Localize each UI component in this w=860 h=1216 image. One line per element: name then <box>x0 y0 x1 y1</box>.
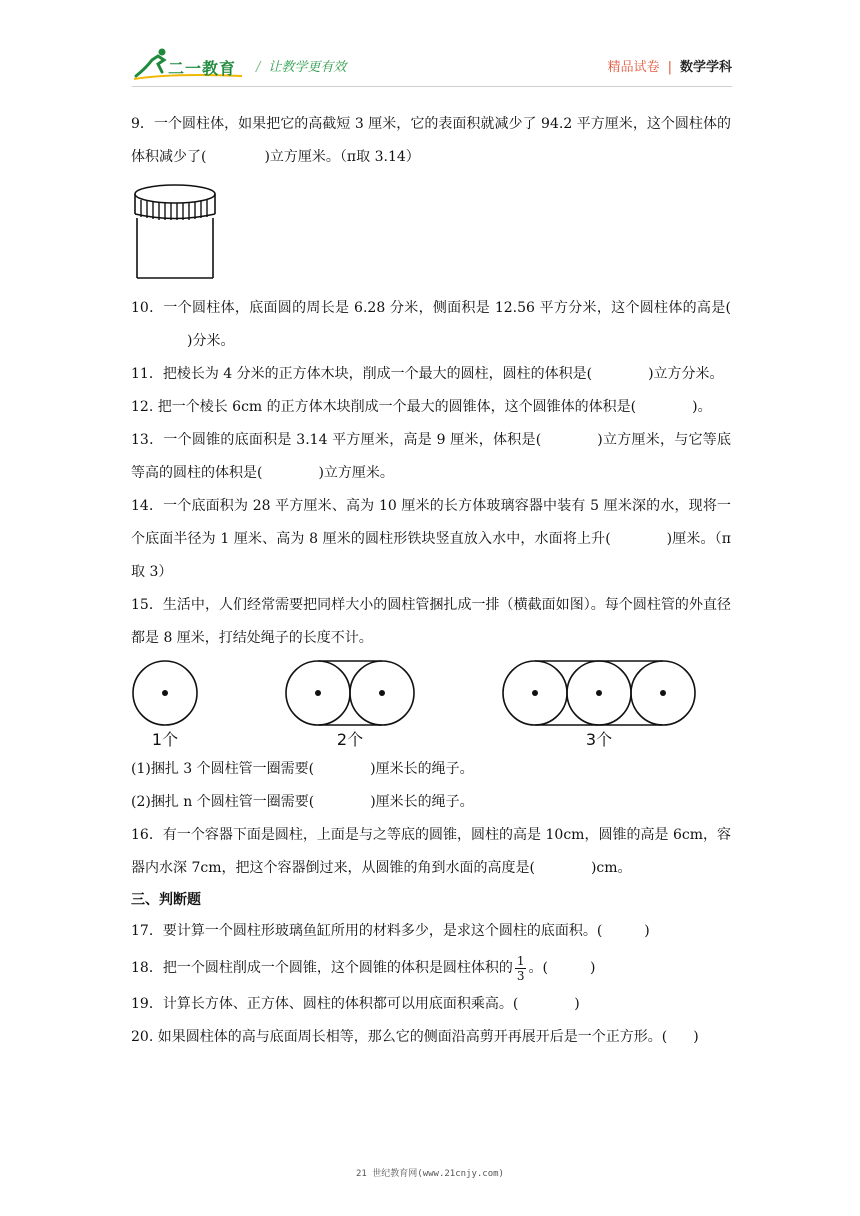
question-13: 13．一个圆锥的底面积是 3.14 平方厘米，高是 9 厘米，体积是( )立方厘米，与它等底等高的圆柱的体积是( )立方厘米。 <box>131 432 731 481</box>
question-20: 20. 如果圆柱体的高与底面周长相等，那么它的侧面沿高剪开再展开后是一个正方形。( ) <box>131 1029 699 1045</box>
bundled-pipes-figure <box>131 657 731 753</box>
tag-premium: 精品试卷 <box>607 60 660 75</box>
question-14: 14．一个底面积为 28 平方厘米、高为 10 厘米的长方体玻璃容器中装有 5 厘米深的水，现将一个底面半径为 1 厘米、高为 8 厘米的圆柱形铁块竖直放入水中，水面将上升( )厘米。（π取 3） <box>131 498 731 580</box>
question-17: 17．要计算一个圆柱形玻璃鱼缸所用的材料多少，是求这个圆柱的底面积。( ) <box>131 923 650 939</box>
question-19: 19．计算长方体、正方体、圆柱的体积都可以用底面积乘高。( ) <box>131 996 580 1012</box>
question-15-part-2: (2)捆扎 n 个圆柱管一圈需要( )厘米长的绳子。 <box>131 794 474 810</box>
cylinder-jar-figure <box>131 180 219 284</box>
question-11: 11．把棱长为 4 分米的正方体木块，削成一个最大的圆柱，圆柱的体积是( )立方分米。 <box>131 366 724 382</box>
section-heading-judgement: 三、判断题 <box>131 892 201 908</box>
fig-label-2: 2个 <box>336 730 364 749</box>
question-10: 10．一个圆柱体，底面圆的周长是 6.28 分米，侧面积是 12.56 平方分米，这个圆柱体的高是()分米。 <box>131 300 731 349</box>
question-12: 12. 把一个棱长 6cm 的正方体木块削成一个最大的圆锥体，这个圆锥体的体积是( )。 <box>131 399 712 415</box>
brand-name: 二一教育 <box>168 59 237 78</box>
question-16: 16．有一个容器下面是圆柱，上面是与之等底的圆锥，圆柱的高是 10cm，圆锥的高是 6cm，容器内水深 7cm，把这个容器倒过来，从圆锥的角到水面的高度是( )cm。 <box>131 827 731 876</box>
question-15: 15．生活中，人们经常需要把同样大小的圆柱管捆扎成一排（横截面如图）。每个圆柱管的外直径都是 8 厘米，打结处绳子的长度不计。 <box>131 597 731 646</box>
question-18: 18．把一个圆柱削成一个圆锥，这个圆锥的体积是圆柱体积的 $\frac{1}{3}$ 。( ) <box>131 953 596 983</box>
header-tags <box>608 56 732 75</box>
fraction-one-third: $\frac{1}{3}$ <box>516 953 525 983</box>
fig-label-1: 1个 <box>151 730 179 749</box>
header-divider <box>132 86 732 87</box>
tag-separator: | <box>667 60 672 75</box>
question-15-part-1: (1)捆扎 3 个圆柱管一圈需要( )厘米长的绳子。 <box>131 761 474 777</box>
slogan: / 让教学更有效 <box>256 60 347 75</box>
page-header <box>132 46 732 86</box>
question-list <box>131 108 731 1054</box>
question-9: 9．一个圆柱体，如果把它的高截短 3 厘米，它的表面积就减少了 94.2 平方厘米，这个圆柱体的体积减少了( )立方厘米。（π取 3.14） <box>131 116 731 165</box>
tag-subject: 数学学科 <box>679 60 732 75</box>
page-footer: 21 世纪教育网(www.21cnjy.com) <box>356 1169 504 1179</box>
fig-label-3: 3个 <box>585 730 613 749</box>
